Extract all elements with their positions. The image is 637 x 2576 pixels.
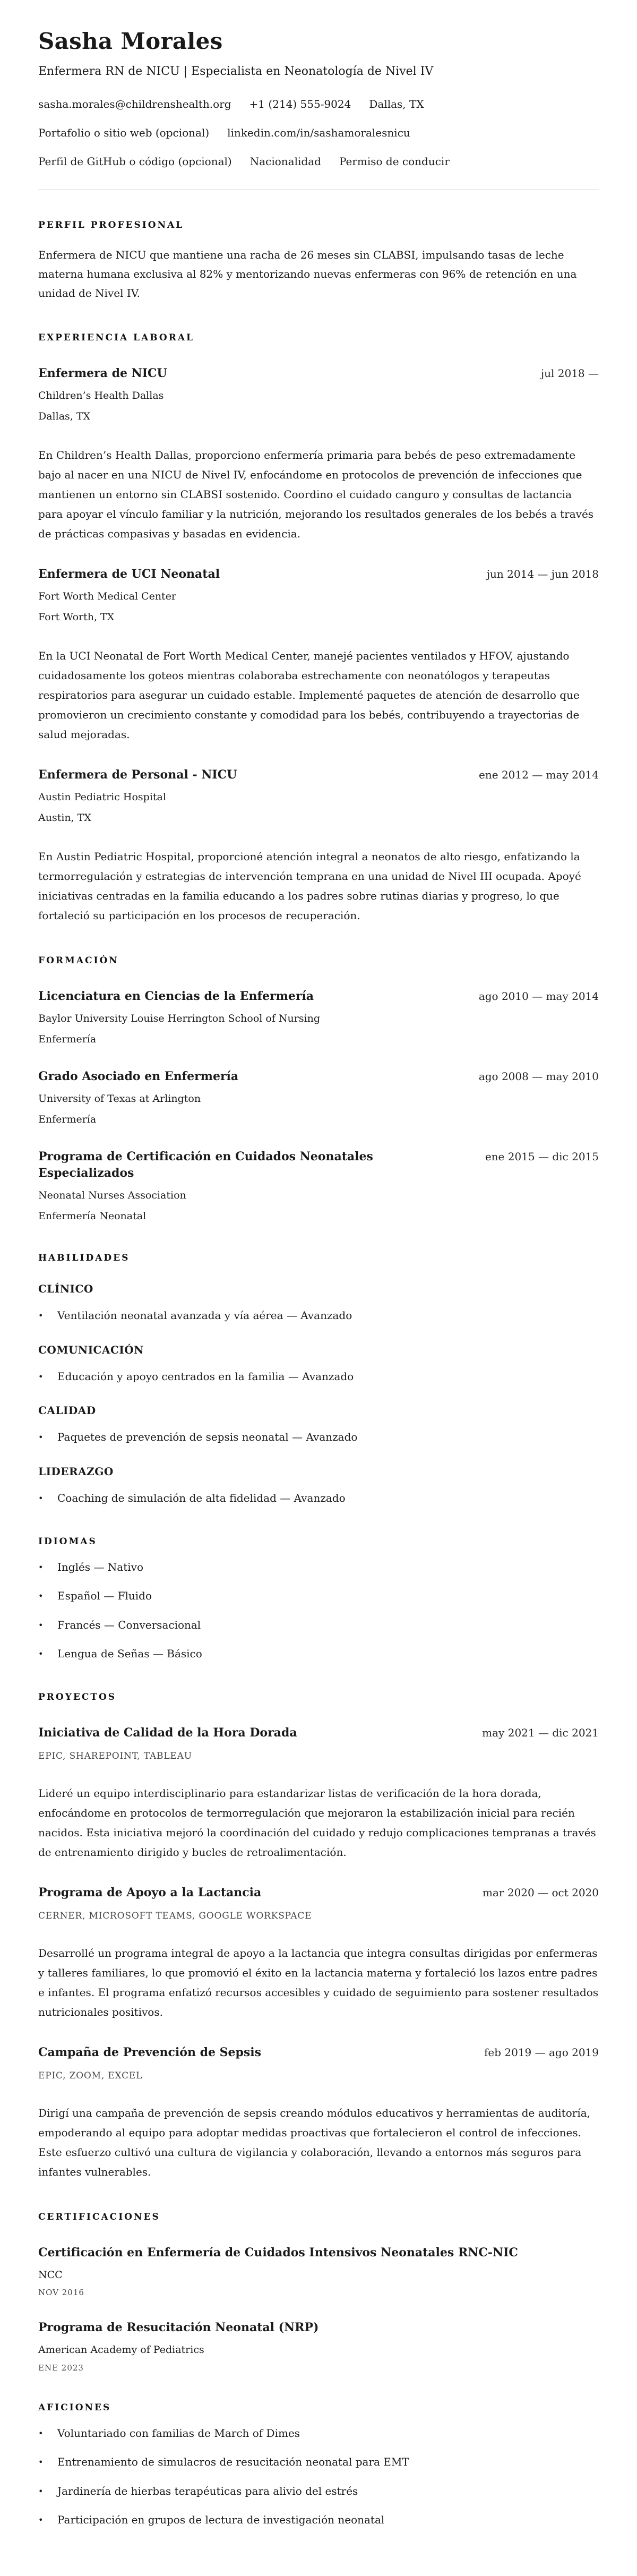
job-dates: ene 2012 — may 2014 [479, 768, 599, 782]
project-tools: EPIC, ZOOM, EXCEL [38, 2070, 143, 2081]
contact-row [38, 155, 599, 168]
section-heading-languages: IDIOMAS [38, 1536, 97, 1547]
job-title-row [38, 365, 599, 382]
education-entry [38, 988, 599, 1046]
skill-item: • Paquetes de prevención de sepsis neonatal — Avanzado [38, 1430, 599, 1445]
certification-title: Certificación en Enfermería de Cuidados Intensivos Neonatales RNC-NIC [38, 2245, 518, 2260]
job-location: Fort Worth, TX [38, 611, 115, 623]
skill-item: • Educación y apoyo centrados en la familia — Avanzado [38, 1369, 599, 1385]
section-heading-certifications: CERTIFICACIONES [38, 2211, 160, 2222]
section-heading-skills: HABILIDADES [38, 1253, 130, 1264]
section-heading-education: FORMACIÓN [38, 955, 119, 966]
certification-issuer: NCC [38, 2269, 63, 2281]
education-school: Baylor University Louise Herrington School of Nursing [38, 1013, 321, 1025]
education-dates: ene 2015 — dic 2015 [485, 1150, 599, 1163]
contact-portfolio: Portafolio o sitio web (opcional) [38, 126, 210, 140]
project-description: Desarrollé un programa integral de apoyo a la lactancia que integra consultas dirigidas por enfermeras y talleres familiares, lo que promovió el éxito en la lactancia materna y fortaleció los lazos entre padres e infantes. El programa enfatizó recursos accesibles y cuidado de seguimiento para sostener resultados nutricionales positivos. [38, 1947, 599, 2019]
education-field: Enfermería [38, 1033, 97, 1045]
contact-linkedin: linkedin.com/in/sashamoralesnicu [227, 126, 410, 140]
project-title: Iniciativa de Calidad de la Hora Dorada [38, 1726, 297, 1740]
contact-row [38, 97, 599, 111]
project-title-row [38, 1885, 599, 1901]
section-heading-profile: PERFIL PROFESIONAL [38, 220, 184, 231]
certification-title: Programa de Resucitación Neonatal (NRP) [38, 2321, 319, 2335]
skill-item: • Coaching de simulación de alta fidelidad — Avanzado [38, 1491, 599, 1507]
skill-list [38, 1491, 599, 1507]
education-degree: Licenciatura en Ciencias de la Enfermería [38, 989, 314, 1004]
section-skills [38, 1253, 599, 1507]
project-description: Dirigí una campaña de prevención de sepsis creando módulos educativos y herramientas de auditoría, empoderando al equipo para adoptar medidas proactivas que fortalecieron el control de infecciones. Este esfuerzo cultivó una cultura de vigilancia y colaboración, llevando a entornos más seguros para infantes vulnerables. [38, 2106, 591, 2178]
certification-entry [38, 2320, 599, 2372]
job-title-row [38, 767, 599, 783]
project-title-row [38, 1725, 599, 1741]
certification-entry [38, 2245, 599, 2297]
section-experience [38, 332, 599, 926]
skill-group-quality [38, 1404, 599, 1445]
section-profile [38, 220, 599, 303]
project-title: Programa de Apoyo a la Lactancia [38, 1886, 262, 1900]
skill-category: CALIDAD [38, 1404, 96, 1417]
section-education [38, 955, 599, 1223]
job-company: Children’s Health Dallas [38, 389, 164, 401]
skill-group-clinical [38, 1282, 599, 1324]
skill-group-leadership [38, 1465, 599, 1507]
section-heading-projects: PROYECTOS [38, 1692, 117, 1703]
skill-group-communication [38, 1343, 599, 1385]
language-item: • Inglés — Nativo [38, 1560, 599, 1576]
section-heading-hobbies: AFICIONES [38, 2402, 111, 2413]
job-title: Enfermera de NICU [38, 366, 167, 381]
education-dates: ago 2008 — may 2010 [478, 1070, 599, 1083]
project-entry [38, 1725, 599, 1862]
education-title-row [38, 1068, 599, 1085]
resume-header [38, 29, 599, 190]
job-dates: jun 2014 — jun 2018 [486, 568, 599, 581]
hobby-item: • Entrenamiento de simulacros de resucitación neonatal para EMT [38, 2454, 599, 2470]
education-field: Enfermería [38, 1113, 97, 1125]
job-entry [38, 365, 599, 544]
hobby-item: • Participación en grupos de lectura de investigación neonatal [38, 2512, 599, 2528]
education-school: Neonatal Nurses Association [38, 1189, 186, 1202]
project-title: Campaña de Prevención de Sepsis [38, 2046, 262, 2060]
hobby-item: • Jardinería de hierbas terapéuticas para alivio del estrés [38, 2484, 599, 2500]
skill-list [38, 1308, 599, 1324]
job-entry [38, 767, 599, 926]
certification-issuer: American Academy of Pediatrics [38, 2344, 204, 2356]
language-item: • Lengua de Señas — Básico [38, 1646, 599, 1662]
education-dates: ago 2010 — may 2014 [478, 990, 599, 1003]
project-entry [38, 1885, 599, 2022]
skill-category: LIDERAZGO [38, 1465, 114, 1478]
skill-list [38, 1369, 599, 1385]
contact-driving-permit: Permiso de conducir [339, 155, 450, 168]
job-title: Enfermera de UCI Neonatal [38, 567, 220, 581]
job-company: Fort Worth Medical Center [38, 590, 177, 602]
job-title-row [38, 566, 599, 583]
contact-row [38, 126, 599, 140]
certification-date: NOV 2016 [38, 2288, 84, 2298]
candidate-headline: Enfermera RN de NICU | Especialista en Neonatología de Nivel IV [38, 65, 434, 79]
skill-category: CLÍNICO [38, 1282, 93, 1296]
hobby-list [38, 2426, 599, 2529]
project-tools: CERNER, MICROSOFT TEAMS, GOOGLE WORKSPACE [38, 1911, 312, 1922]
contact-nationality: Nacionalidad [249, 155, 321, 168]
language-item: • Francés — Conversacional [38, 1618, 599, 1633]
job-dates: jul 2018 — [540, 367, 599, 380]
education-title-row [38, 1149, 599, 1182]
language-item: • Español — Fluido [38, 1588, 599, 1604]
language-list [38, 1560, 599, 1663]
project-description: Lideré un equipo interdisciplinario para estandarizar listas de verificación de la hora dorada, enfocándome en protocolos de termorregulación que mejoraron la estabilización inicial para recién nacidos. Esta iniciativa mejoró la coordinación del cuidado y redujo complicaciones tempranas a través de entrenamiento dirigido y bucles de retroalimentación. [38, 1787, 596, 1859]
project-dates: feb 2019 — ago 2019 [484, 2046, 599, 2059]
job-company: Austin Pediatric Hospital [38, 791, 166, 803]
project-dates: mar 2020 — oct 2020 [483, 1886, 599, 1899]
certification-date: ENE 2023 [38, 2363, 84, 2373]
education-degree: Grado Asociado en Enfermería [38, 1069, 239, 1084]
job-title: Enfermera de Personal - NICU [38, 768, 237, 782]
education-degree: Programa de Certificación en Cuidados Neonatales Especializados [38, 1150, 373, 1180]
profile-text: Enfermera de NICU que mantiene una racha de 26 meses sin CLABSI, impulsando tasas de leche materna humana exclusiva al 82% y mentorizando nuevas enfermeras con 96% de retención en una unidad de Nivel IV. [38, 249, 577, 300]
section-projects [38, 1692, 599, 2181]
education-field: Enfermería Neonatal [38, 1210, 147, 1222]
job-entry [38, 566, 599, 744]
contact-location: Dallas, TX [369, 98, 424, 111]
job-description: En Children’s Health Dallas, proporciono enfermería primaria para bebés de peso extremadamente bajo al nacer en una NICU de Nivel IV, enfocándome en protocolos de prevención de infecciones que mantienen un entorno sin CLABSI sostenido. Coordino el cuidado canguro y consultas de lactancia para apoyar el vínculo familiar y la nutrición, mejorando los resultados generales de los bebés a través de prácticas compasivas y basadas en evidencia. [38, 449, 594, 541]
skill-category: COMUNICACIÓN [38, 1343, 144, 1356]
contact-block [38, 97, 599, 168]
education-title-row [38, 988, 599, 1005]
section-languages [38, 1536, 599, 1663]
project-entry [38, 2044, 599, 2182]
hobby-item: • Voluntariado con familias de March of Dimes [38, 2426, 599, 2442]
education-entry [38, 1149, 599, 1223]
education-school: University of Texas at Arlington [38, 1093, 201, 1105]
project-title-row [38, 2044, 599, 2061]
contact-github: Perfil de GitHub o código (opcional) [38, 155, 232, 168]
section-hobbies [38, 2402, 599, 2529]
contact-email: sasha.morales@childrenshealth.org [38, 98, 231, 111]
project-tools: EPIC, SHAREPOINT, TABLEAU [38, 1751, 192, 1762]
section-heading-experience: EXPERIENCIA LABORAL [38, 332, 194, 344]
job-location: Austin, TX [38, 811, 91, 824]
skill-item: • Ventilación neonatal avanzada y vía aérea — Avanzado [38, 1308, 599, 1324]
skill-list [38, 1430, 599, 1445]
education-entry [38, 1068, 599, 1126]
project-dates: may 2021 — dic 2021 [482, 1726, 599, 1740]
job-description: En la UCI Neonatal de Fort Worth Medical Center, manejé pacientes ventilados y HFOV, ajustando cuidadosamente los goteos mientras colaboraba estrechamente con neonatólogos y terapeutas respiratorios para asegurar un cuidado estable. Implementé paquetes de atención de desarrollo que promovieron un crecimiento constante y comodidad para los bebés, contribuyendo a trayectorias de salud mejoradas. [38, 649, 580, 741]
job-description: En Austin Pediatric Hospital, proporcioné atención integral a neonatos de alto riesgo, enfatizando la termorregulación y estrategias de intervención temprana en una unidad de Nivel III ocupada. Apoyé iniciativas centradas en la familia educando a los padres sobre rutinas diarias y progreso, lo que fortaleció su participación en los procesos de recuperación. [38, 850, 581, 922]
job-location: Dallas, TX [38, 410, 91, 422]
section-certifications [38, 2212, 599, 2373]
contact-phone: +1 (214) 555-9024 [249, 98, 351, 111]
candidate-name: Sasha Morales [38, 28, 223, 54]
